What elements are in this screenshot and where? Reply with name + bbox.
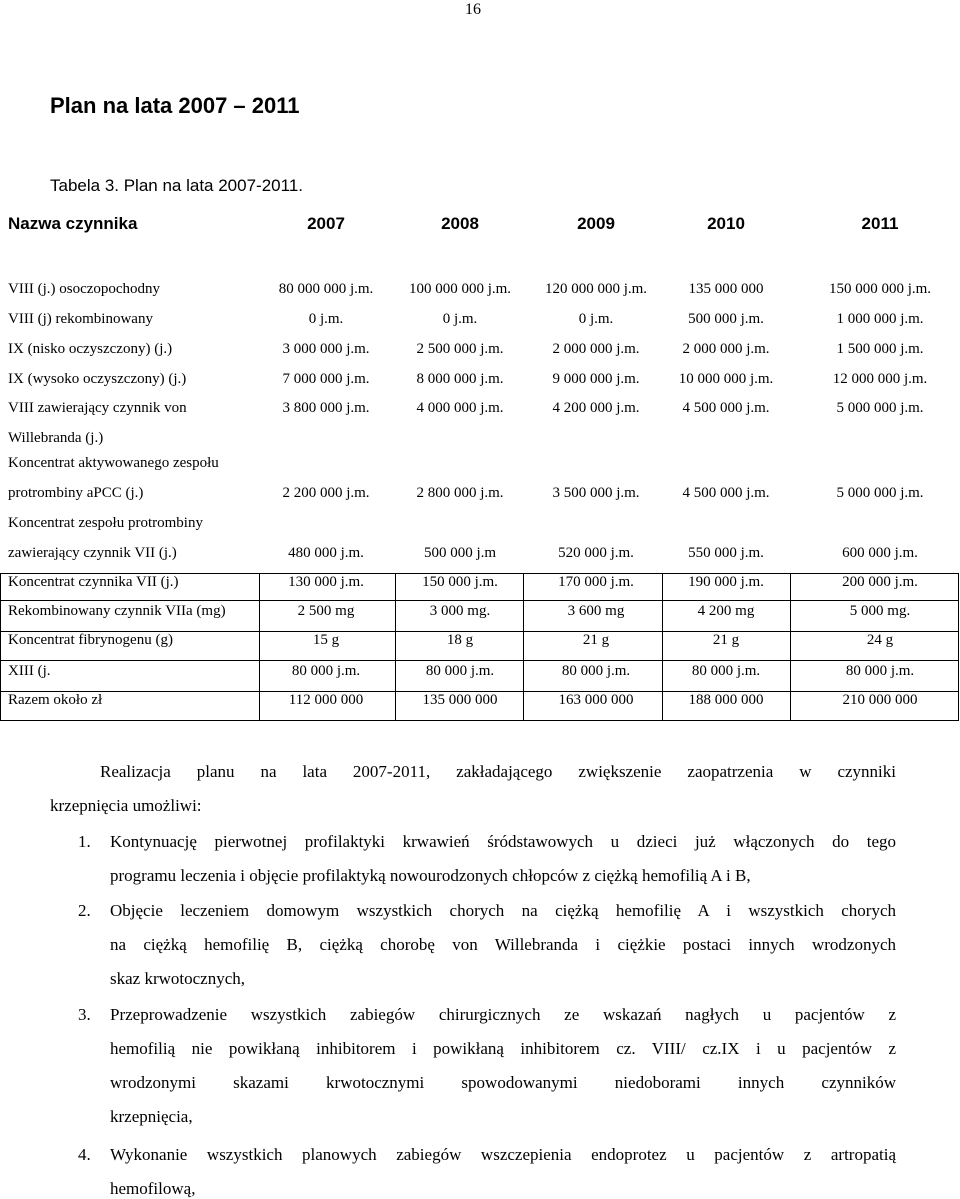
table-cell-value: 80 000 j.m.: [291, 663, 361, 679]
list-item-line: krzepnięcia,: [110, 1107, 193, 1126]
table-column-rule: [259, 573, 260, 721]
list-item-number: 3.: [78, 1005, 91, 1024]
list-item-line: Przeprowadzenie wszystkich zabiegów chirurgicznych ze wskazań nagłych u pacjentów z: [110, 1005, 896, 1024]
table-row-rule: [0, 720, 959, 721]
list-item-line: Kontynuację pierwotnej profilaktyki krwawień śródstawowych u dzieci już włączonych do tego: [110, 832, 896, 851]
table-cell-value: 2 200 000 j.m.: [282, 485, 370, 501]
factor-name: protrombiny aPCC (j.): [8, 485, 144, 501]
table-cell-value: 24 g: [866, 632, 894, 648]
column-header-year: 2010: [707, 214, 745, 233]
table-cell-value: 8 000 000 j.m.: [416, 371, 504, 387]
page-number: 16: [465, 1, 481, 18]
table-cell-value: 4 200 mg: [697, 603, 755, 619]
table-cell-value: 2 500 000 j.m.: [416, 341, 504, 357]
list-item-number: 2.: [78, 901, 91, 920]
intro-line-2: krzepnięcia umożliwi:: [50, 796, 202, 815]
list-item-line: wrodzonymi skazami krwotocznymi spowodowanymi niedoborami innych czynników: [110, 1073, 896, 1092]
table-column-rule: [958, 573, 959, 721]
table-cell-value: 130 000 j.m.: [288, 574, 364, 590]
list-item-number: 1.: [78, 832, 91, 851]
table-cell-value: 7 000 000 j.m.: [282, 371, 370, 387]
table-cell-value: 4 200 000 j.m.: [552, 400, 640, 416]
factor-name: Koncentrat czynnika VII (j.): [8, 574, 179, 590]
list-item-line: skaz krwotocznych,: [110, 969, 246, 988]
table-cell-value: 135 000 000: [422, 692, 498, 708]
factor-name: VIII (j.) osoczopochodny: [8, 281, 161, 297]
table-cell-value: 500 000 j.m.: [688, 311, 764, 327]
table-cell-value: 5 000 000 j.m.: [836, 400, 924, 416]
table-cell-value: 80 000 j.m.: [691, 663, 761, 679]
table-column-rule: [0, 573, 1, 721]
table-cell-value: 2 500 mg: [297, 603, 355, 619]
table-cell-value: 80 000 j.m.: [425, 663, 495, 679]
factor-name: zawierający czynnik VII (j.): [8, 545, 177, 561]
table-row-rule: [0, 691, 959, 692]
list-item-line: hemofilową,: [110, 1179, 196, 1198]
factor-name: VIII (j) rekombinowany: [8, 311, 153, 327]
table-cell-value: 120 000 000 j.m.: [544, 281, 648, 297]
table-cell-value: 600 000 j.m.: [842, 545, 918, 561]
table-column-rule: [395, 573, 396, 721]
table-cell-value: 10 000 000 j.m.: [678, 371, 774, 387]
table-cell-value: 0 j.m.: [308, 311, 344, 327]
table-cell-value: 520 000 j.m.: [558, 545, 634, 561]
table-cell-value: 4 500 000 j.m.: [682, 400, 770, 416]
table-column-rule: [662, 573, 663, 721]
list-item-line: Wykonanie wszystkich planowych zabiegów wszczepienia endoprotez u pacjentów z artropatią: [110, 1145, 896, 1164]
table-cell-value: 3 600 mg: [567, 603, 625, 619]
table-cell-value: 0 j.m.: [578, 311, 614, 327]
table-cell-value: 21 g: [712, 632, 740, 648]
factor-name: XIII (j.: [8, 663, 51, 679]
table-cell-value: 9 000 000 j.m.: [552, 371, 640, 387]
table-cell-value: 1 500 000 j.m.: [836, 341, 924, 357]
table-cell-value: 188 000 000: [688, 692, 764, 708]
table-cell-value: 5 000 mg.: [849, 603, 911, 619]
list-item-line: hemofilią nie powikłaną inhibitorem i powikłaną inhibitorem cz. VIII/ cz.IX i u pacjentów z: [110, 1039, 896, 1058]
table-cell-value: 550 000 j.m.: [688, 545, 764, 561]
table-cell-value: 200 000 j.m.: [842, 574, 918, 590]
factor-name: Koncentrat zespołu protrombiny: [8, 515, 203, 531]
column-header-year: 2007: [307, 214, 345, 233]
table-cell-value: 2 000 000 j.m.: [552, 341, 640, 357]
table-cell-value: 210 000 000: [842, 692, 918, 708]
table-cell-value: 21 g: [582, 632, 610, 648]
table-cell-value: 0 j.m.: [442, 311, 478, 327]
column-header-year: 2008: [441, 214, 479, 233]
intro-line-1: Realizacja planu na lata 2007-2011, zakładającego zwiększenie zaopatrzenia w czynniki: [100, 762, 896, 781]
table-cell-value: 135 000 000: [688, 281, 764, 297]
table-cell-value: 15 g: [312, 632, 340, 648]
table-cell-value: 4 500 000 j.m.: [682, 485, 770, 501]
factor-name: VIII zawierający czynnik von: [8, 400, 187, 416]
list-item-line: Objęcie leczeniem domowym wszystkich chorych na ciężką hemofilię A i wszystkich chorych: [110, 901, 896, 920]
factor-name: Willebranda (j.): [8, 430, 104, 446]
column-header-year: 2011: [861, 214, 899, 233]
table-cell-value: 3 800 000 j.m.: [282, 400, 370, 416]
factor-name: Rekombinowany czynnik VIIa (mg): [8, 603, 226, 619]
column-header-year: 2009: [577, 214, 615, 233]
table-cell-value: 480 000 j.m.: [288, 545, 364, 561]
factor-name: Razem około zł: [8, 692, 103, 708]
table-cell-value: 18 g: [446, 632, 474, 648]
table-row-rule: [0, 600, 959, 601]
factor-name: IX (nisko oczyszczony) (j.): [8, 341, 173, 357]
table-cell-value: 163 000 000: [558, 692, 634, 708]
table-caption: Tabela 3. Plan na lata 2007-2011.: [50, 176, 303, 195]
table-cell-value: 2 800 000 j.m.: [416, 485, 504, 501]
table-cell-value: 190 000 j.m.: [688, 574, 764, 590]
list-item-line: na ciężką hemofilię B, ciężką chorobę von Willebranda i ciężkie postaci innych wrodzonych: [110, 935, 896, 954]
table-cell-value: 150 000 000 j.m.: [828, 281, 932, 297]
table-cell-value: 1 000 000 j.m.: [836, 311, 924, 327]
table-cell-value: 100 000 000 j.m.: [408, 281, 512, 297]
table-cell-value: 80 000 j.m.: [561, 663, 631, 679]
table-cell-value: 2 000 000 j.m.: [682, 341, 770, 357]
table-cell-value: 150 000 j.m.: [422, 574, 498, 590]
column-header-name: Nazwa czynnika: [8, 214, 138, 233]
table-cell-value: 112 000 000: [288, 692, 364, 708]
table-cell-value: 12 000 000 j.m.: [832, 371, 928, 387]
list-item-line: programu leczenia i objęcie profilaktyką nowourodzonych chłopców z ciężką hemofilią A i B,: [110, 866, 751, 885]
table-cell-value: 3 500 000 j.m.: [552, 485, 640, 501]
section-heading: Plan na lata 2007 – 2011: [50, 93, 300, 118]
table-cell-value: 3 000 mg.: [429, 603, 491, 619]
factor-name: Koncentrat aktywowanego zespołu: [8, 455, 219, 471]
table-column-rule: [523, 573, 524, 721]
list-item-number: 4.: [78, 1145, 91, 1164]
table-cell-value: 5 000 000 j.m.: [836, 485, 924, 501]
table-row-rule: [0, 660, 959, 661]
table-row-rule: [0, 573, 959, 574]
factor-name: IX (wysoko oczyszczony) (j.): [8, 371, 187, 387]
table-row-rule: [0, 631, 959, 632]
table-cell-value: 500 000 j.m: [423, 545, 497, 561]
factor-name: Koncentrat fibrynogenu (g): [8, 632, 173, 648]
table-cell-value: 80 000 j.m.: [845, 663, 915, 679]
table-cell-value: 170 000 j.m.: [558, 574, 634, 590]
table-cell-value: 3 000 000 j.m.: [282, 341, 370, 357]
table-column-rule: [790, 573, 791, 721]
table-cell-value: 80 000 000 j.m.: [278, 281, 374, 297]
table-cell-value: 4 000 000 j.m.: [416, 400, 504, 416]
